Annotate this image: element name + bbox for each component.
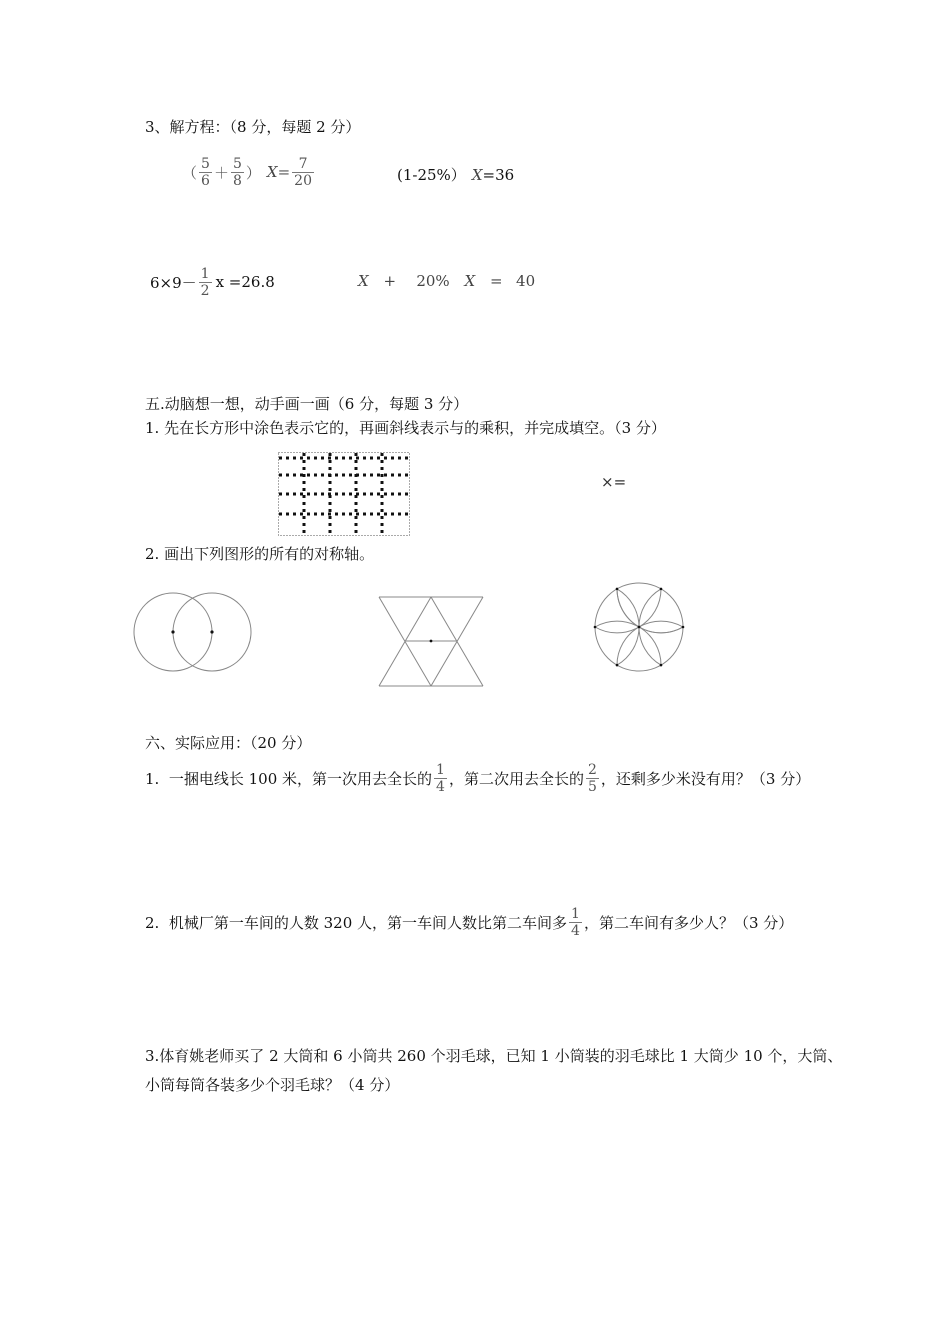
equation-1: [182, 152, 316, 192]
grid-rectangle: [278, 452, 410, 536]
fraction-7-20: $\frac{7}{20}$: [294, 155, 312, 189]
variable-x: X: [266, 163, 278, 181]
fraction-1-4: $\frac{1}{4}$: [436, 761, 445, 795]
eq3-right: x =26.8: [215, 273, 275, 291]
section-3-title: 3、解方程：（8 分，每题 2 分）: [145, 118, 361, 136]
section-6-question-2: [145, 900, 793, 944]
eq2-left: (1-25%）: [397, 166, 466, 184]
eq4-mid: + 20%: [383, 272, 450, 290]
q2-text-part2: ，第二车间有多少人？（3 分）: [583, 913, 794, 932]
section-6-question-3-line-1: 3.体育姚老师买了 2 大筒和 6 小筒共 260 个羽毛球，已知 1 小筒装的羽毛球比 1 大筒少 10 个，大筒、: [145, 1047, 843, 1065]
equation-2: [397, 164, 514, 185]
eq2-right: =36: [482, 166, 515, 184]
variable-x: X: [471, 166, 483, 184]
eq3-left: 6×9－: [150, 273, 197, 292]
fraction-2-5: $\frac{2}{5}$: [587, 761, 597, 795]
section-6-question-3-line-2: 小筒每筒各装多少个羽毛球？（4 分）: [145, 1076, 400, 1094]
equation-3: [150, 262, 275, 302]
fraction-1-2: $\frac{1}{2}$: [200, 265, 210, 299]
section-6-question-1: [145, 756, 810, 800]
fraction-5-6: $\frac{5}{6}$: [201, 155, 210, 189]
fill-answer-blank: ×=: [601, 473, 627, 491]
paren-open: （: [182, 163, 198, 182]
q2-text-part1: 2. 机械厂第一车间的人数 320 人，第一车间人数比第二车间多: [145, 913, 568, 932]
variable-x: X: [358, 272, 369, 290]
eq4-right: = 40: [489, 272, 536, 290]
section-6-title: 六、实际应用：（20 分）: [145, 734, 312, 752]
plus-sign: ＋: [213, 163, 229, 182]
overlapping-circles-figure: [130, 590, 256, 674]
triangles-figure: [378, 596, 484, 688]
section-5-question-2: 2. 画出下列图形的所有的对称轴。: [145, 545, 375, 563]
q1-text-part3: ，还剩多少米没有用？（3 分）: [600, 769, 811, 788]
fraction-5-8: $\frac{5}{8}$: [232, 155, 242, 189]
section-5-question-1: 1. 先在长方形中涂色表示它的，再画斜线表示与的乘积，并完成填空。（3 分）: [145, 419, 666, 437]
equals-sign: =: [277, 163, 291, 181]
fraction-1-4: $\frac{1}{4}$: [571, 905, 580, 939]
paren-close: ）: [245, 163, 261, 182]
variable-x: X: [464, 272, 476, 290]
q1-text-part2: ，第二次用去全长的: [448, 769, 584, 788]
equation-4: [358, 272, 535, 290]
section-5-title: 五.动脑想一想，动手画一画（6 分，每题 3 分）: [145, 395, 469, 413]
flower-circle-figure: [592, 582, 686, 672]
q1-text-part1: 1. 一捆电线长 100 米，第一次用去全长的: [145, 769, 433, 788]
